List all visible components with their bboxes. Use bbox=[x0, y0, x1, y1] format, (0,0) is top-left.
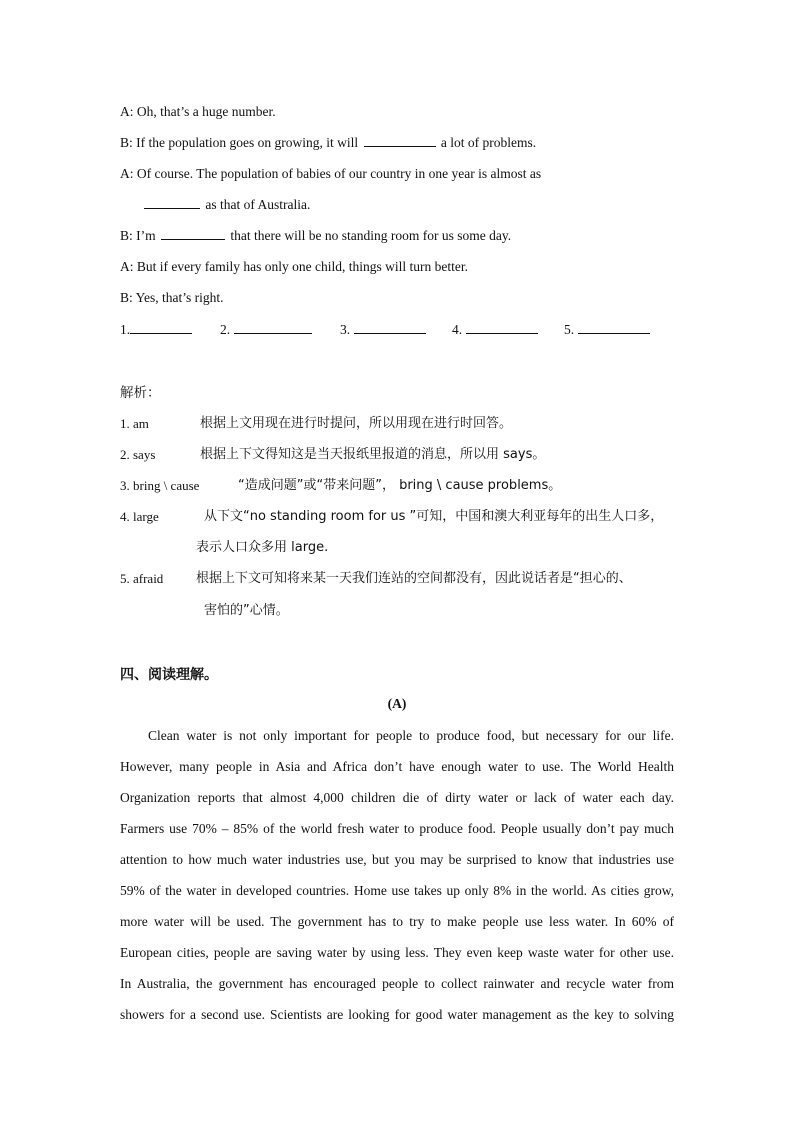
answer-blank[interactable] bbox=[364, 134, 436, 147]
dialogue-text: a lot of problems. bbox=[440, 135, 537, 150]
passage-line: more water will be used. The government has to try to make people use less water. In 60% of bbox=[120, 914, 674, 929]
answer-item bbox=[340, 321, 426, 339]
passage-line: European cities, people are saving water by using less. They even keep waste water for other use. bbox=[120, 945, 674, 960]
explanation-key: 2. says bbox=[120, 447, 156, 462]
explanation-text: 根据上下文得知这是当天报纸里报道的消息，所以用 says。 bbox=[200, 447, 546, 462]
passage-line: showers for a second use. Scientists are looking for good water management as the key to solving bbox=[120, 1007, 674, 1022]
explanation-key: 1. am bbox=[120, 416, 149, 431]
explanation-text: 害怕的”心情。 bbox=[204, 603, 289, 618]
section-title: 四、阅读理解。 bbox=[120, 667, 218, 683]
speaker-label: B: bbox=[120, 135, 133, 150]
answer-blank[interactable] bbox=[466, 321, 538, 334]
passage-line: attention to how much water industries use, but you may be surprised to know that industries use bbox=[120, 852, 674, 867]
speaker-label: A: bbox=[120, 259, 134, 274]
dialogue-text: as that of Australia. bbox=[205, 197, 311, 212]
explanation-text: 表示人口众多用 large. bbox=[196, 540, 329, 555]
answer-number: 2. bbox=[220, 322, 231, 337]
passage-line: Organization reports that almost 4,000 children die of dirty water or lack of water each day. bbox=[120, 790, 674, 805]
dialogue-line bbox=[144, 196, 310, 214]
explanation-key: 3. bring \ cause bbox=[120, 478, 200, 493]
dialogue-text: If the population goes on growing, it will bbox=[136, 135, 362, 150]
answer-number: 5. bbox=[564, 322, 575, 337]
passage-line: Farmers use 70% – 85% of the world fresh water to produce food. People usually don’t pay much bbox=[120, 821, 674, 836]
dialogue-line bbox=[120, 289, 224, 307]
explanation-text: 根据上下文可知将来某一天我们连站的空间都没有，因此说话者是“担心的、 bbox=[196, 571, 632, 586]
answer-blank[interactable] bbox=[161, 227, 225, 240]
speaker-label: B: bbox=[120, 290, 133, 305]
answer-item bbox=[564, 321, 650, 339]
explanation-text: 根据上文用现在进行时提问，所以用现在进行时回答。 bbox=[200, 416, 513, 431]
dialogue-text: But if every family has only one child, things will turn better. bbox=[136, 259, 468, 274]
answer-item bbox=[452, 321, 538, 339]
passage-line: Clean water is not only important for people to produce food, but necessary for our life. bbox=[148, 728, 674, 743]
answer-number: 3. bbox=[340, 322, 351, 337]
dialogue-line bbox=[120, 165, 541, 183]
explanation-text: 从下文“no standing room for us ”可知，中国和澳大利亚每年的出生人口多， bbox=[204, 509, 664, 524]
answer-blank[interactable] bbox=[354, 321, 426, 334]
dialogue-line bbox=[120, 258, 468, 276]
speaker-label: A: bbox=[120, 104, 134, 119]
passage-line: However, many people in Asia and Africa don’t have enough water to use. The World Health bbox=[120, 759, 674, 774]
dialogue-line bbox=[120, 134, 536, 152]
analysis-heading: 解析： bbox=[120, 385, 161, 401]
answer-number: 4. bbox=[452, 322, 463, 337]
dialogue-text: Of course. The population of babies of our country in one year is almost as bbox=[136, 166, 542, 181]
explanation-key: 5. afraid bbox=[120, 571, 164, 586]
passage-title: (A) bbox=[387, 696, 407, 711]
answer-blank[interactable] bbox=[130, 321, 192, 334]
dialogue-text: I’m bbox=[136, 228, 160, 243]
speaker-label: B: bbox=[120, 228, 133, 243]
dialogue-text: Oh, that’s a huge number. bbox=[136, 104, 276, 119]
dialogue-text: Yes, that’s right. bbox=[135, 290, 224, 305]
dialogue-line bbox=[120, 227, 511, 245]
passage-line: In Australia, the government has encouraged people to collect rainwater and recycle water from bbox=[120, 976, 674, 991]
answer-item bbox=[220, 321, 312, 339]
answer-item bbox=[120, 321, 192, 339]
explanation-text: “造成问题”或“带来问题”， bring \ cause problems。 bbox=[238, 478, 562, 493]
answer-blank[interactable] bbox=[578, 321, 650, 334]
answer-number: 1. bbox=[120, 322, 131, 337]
dialogue-line bbox=[120, 103, 276, 121]
dialogue-text: that there will be no standing room for us some day. bbox=[230, 228, 512, 243]
answer-blank[interactable] bbox=[234, 321, 312, 334]
speaker-label: A: bbox=[120, 166, 134, 181]
passage-line: 59% of the water in developed countries. Home use takes up only 8% in the world. As cities grow, bbox=[120, 883, 674, 898]
answer-blank[interactable] bbox=[144, 196, 200, 209]
explanation-key: 4. large bbox=[120, 509, 159, 524]
